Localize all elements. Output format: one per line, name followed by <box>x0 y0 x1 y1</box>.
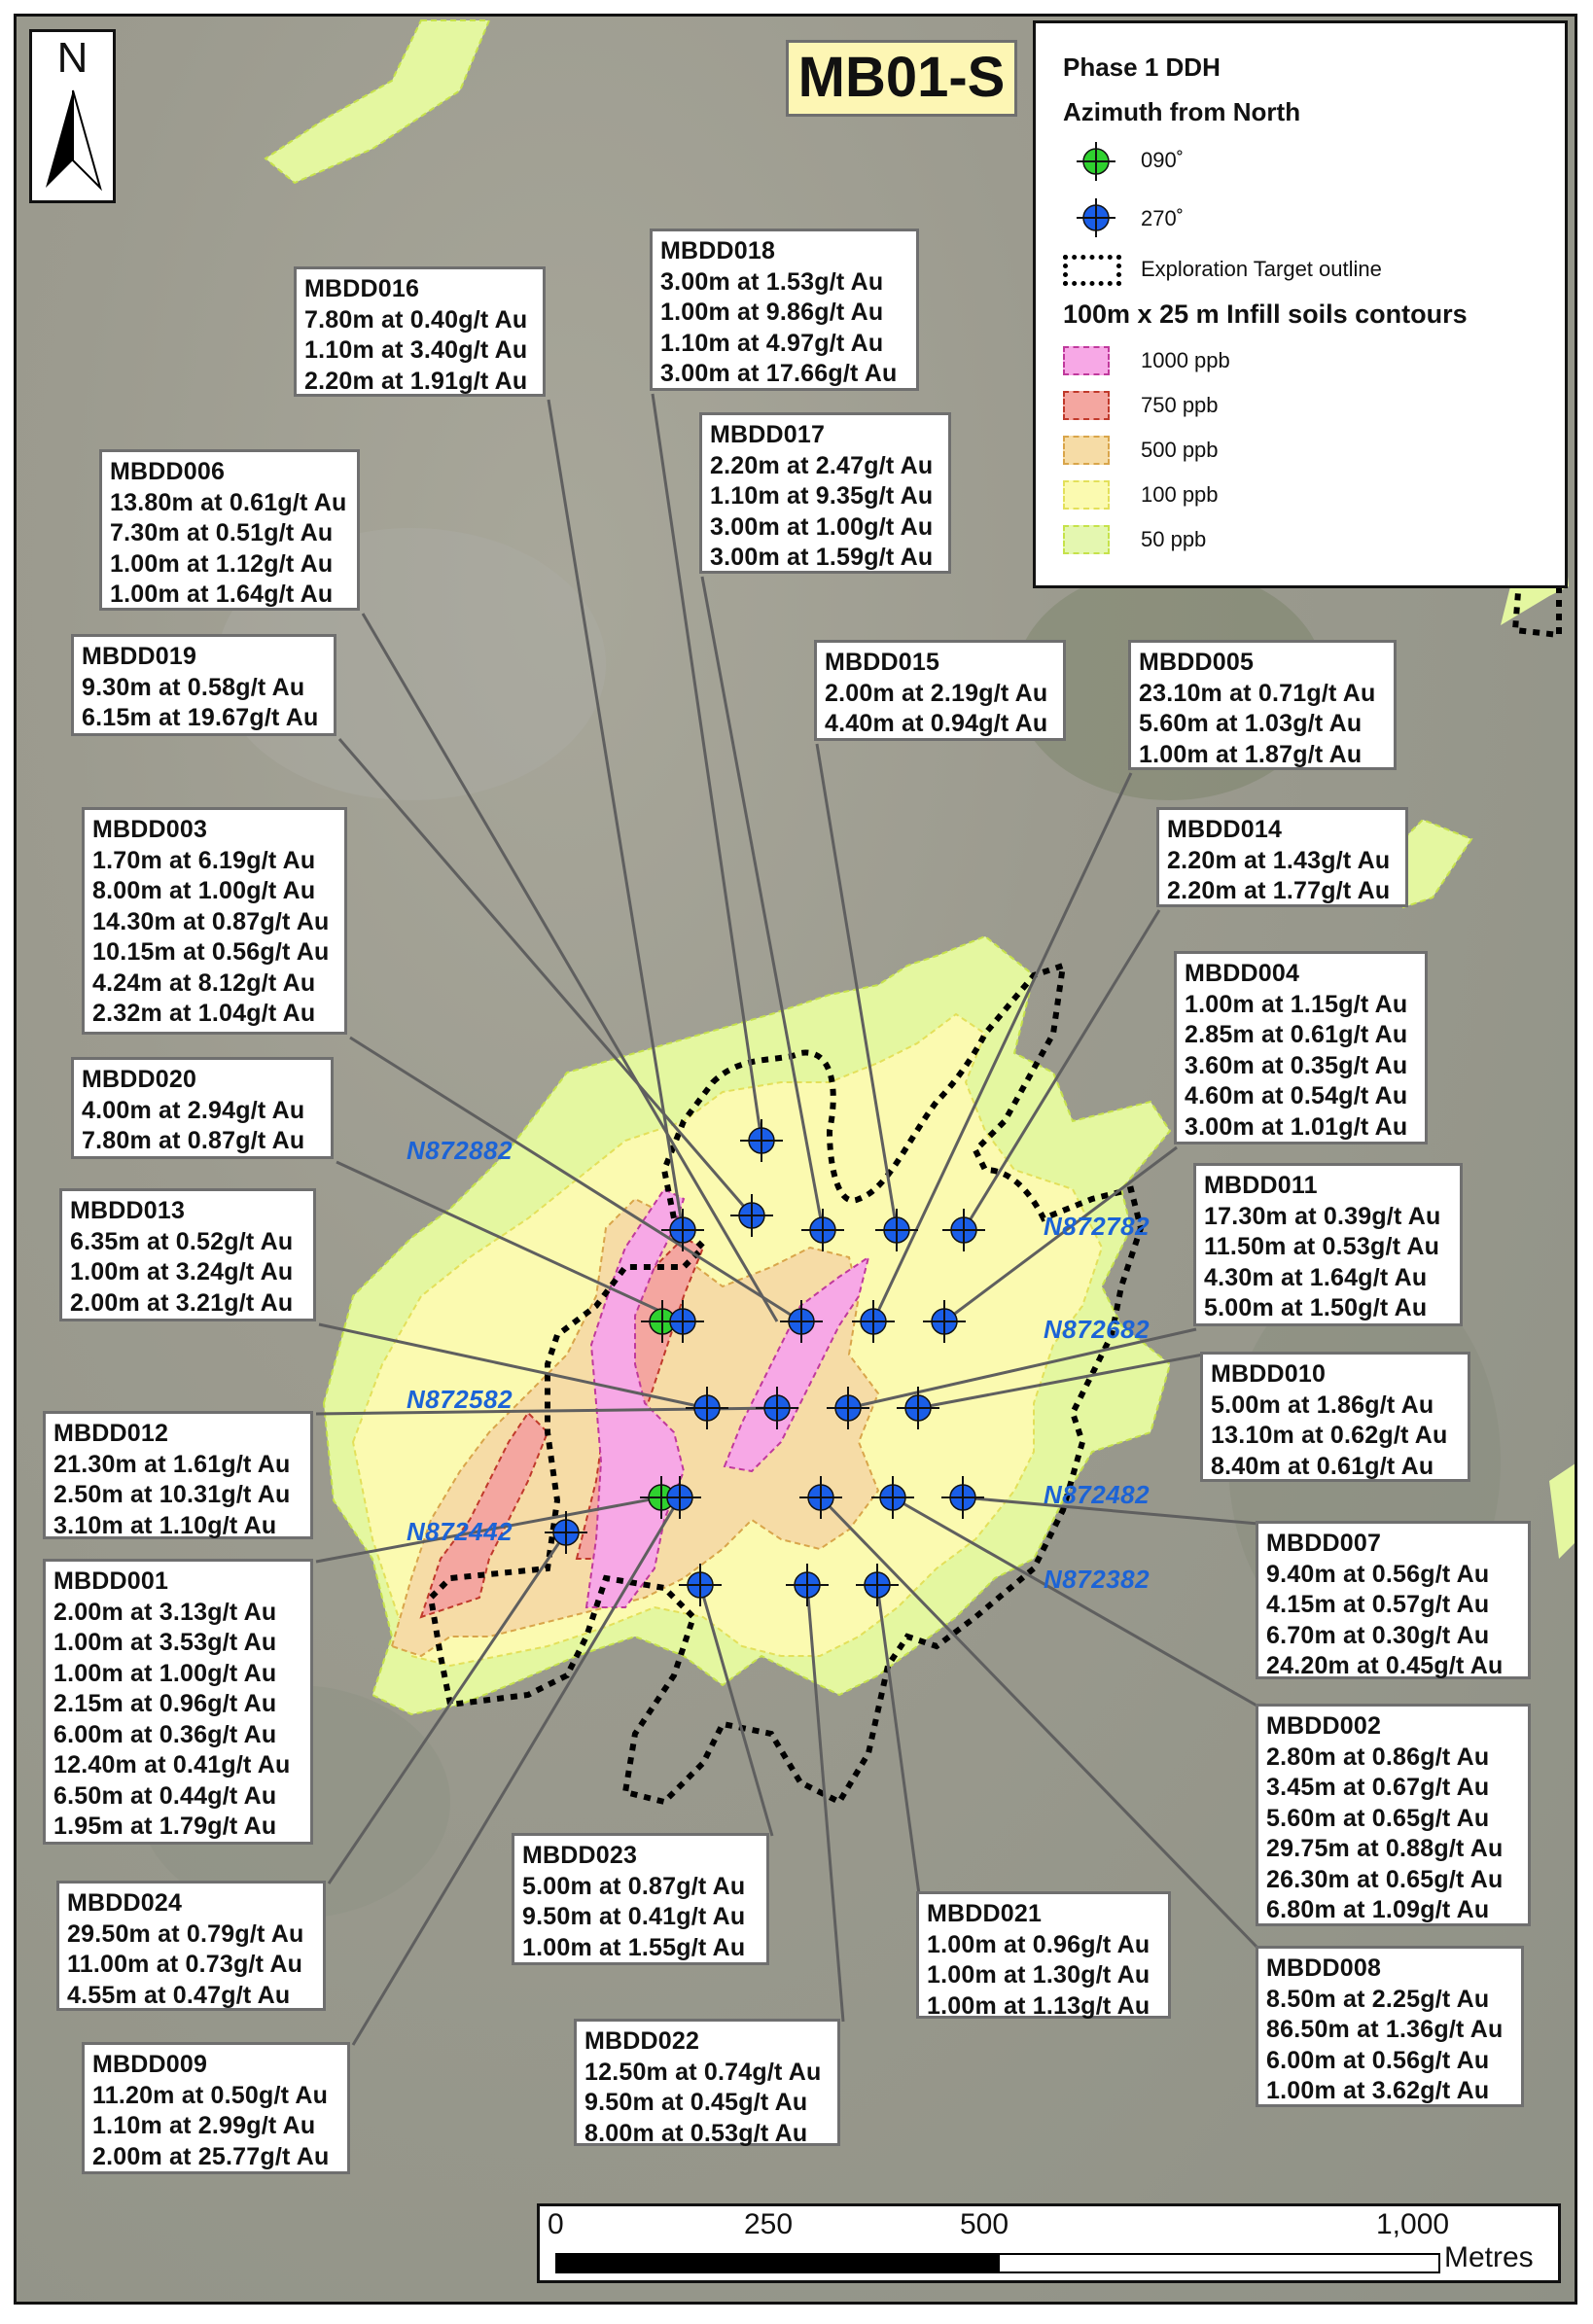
intercept-line: 1.00m at 1.64g/t Au <box>110 581 334 608</box>
intercept-line: 8.40m at 0.61g/t Au <box>1211 1452 1434 1480</box>
intercept-line: 6.35m at 0.52g/t Au <box>70 1227 294 1255</box>
intercept-line: 5.60m at 0.65g/t Au <box>1266 1804 1490 1832</box>
intercept-line: 6.00m at 0.56g/t Au <box>1266 2046 1490 2074</box>
hole-label-mbdd014 <box>1156 807 1408 907</box>
intercept-line: 1.00m at 0.96g/t Au <box>927 1930 1150 1958</box>
collar-270-icon <box>799 1476 842 1519</box>
intercept-line: 3.00m at 17.66g/t Au <box>660 360 898 387</box>
hole-label-mbdd013 <box>59 1188 316 1321</box>
intercept-line: 13.10m at 0.62g/t Au <box>1211 1422 1448 1449</box>
intercept-line: 1.00m at 1.30g/t Au <box>927 1961 1150 1989</box>
outline-swatch-icon <box>1063 255 1121 286</box>
intercept-line: 2.85m at 0.61g/t Au <box>1185 1021 1408 1048</box>
hole-id: MBDD009 <box>92 2051 208 2078</box>
hole-label-mbdd023 <box>512 1833 769 1965</box>
hole-id: MBDD010 <box>1211 1360 1327 1388</box>
intercept-line: 2.15m at 0.96g/t Au <box>53 1690 277 1717</box>
intercept-line: 23.10m at 0.71g/t Au <box>1139 679 1376 707</box>
northing-label: N872882 <box>407 1136 513 1165</box>
north-arrow <box>29 29 116 203</box>
hole-label-mbdd010 <box>1200 1352 1470 1482</box>
intercept-line: 24.20m at 0.45g/t Au <box>1266 1652 1504 1679</box>
hole-id: MBDD018 <box>660 237 776 264</box>
intercept-line: 1.00m at 3.62g/t Au <box>1266 2077 1490 2104</box>
legend-contours-heading: 100m x 25 m Infill soils contours <box>1063 299 1468 329</box>
scale-bar <box>537 2203 1561 2283</box>
intercept-line: 9.40m at 0.56g/t Au <box>1266 1560 1490 1588</box>
intercept-line: 14.30m at 0.87g/t Au <box>92 907 330 935</box>
hole-label-mbdd020 <box>71 1057 334 1159</box>
intercept-line: 9.30m at 0.58g/t Au <box>82 673 305 701</box>
hole-id: MBDD021 <box>927 1900 1043 1927</box>
swatch-500ppb <box>1063 436 1110 465</box>
hole-label-mbdd003 <box>82 807 347 1035</box>
intercept-line: 11.20m at 0.50g/t Au <box>92 2081 329 2109</box>
hole-label-mbdd019 <box>71 634 336 736</box>
hole-id: MBDD017 <box>710 421 826 448</box>
intercept-line: 12.40m at 0.41g/t Au <box>53 1751 291 1778</box>
intercept-line: 2.00m at 25.77g/t Au <box>92 2142 330 2170</box>
hole-label-mbdd002 <box>1256 1704 1531 1926</box>
intercept-line: 3.45m at 0.67g/t Au <box>1266 1774 1490 1801</box>
intercept-line: 9.50m at 0.41g/t Au <box>522 1903 746 1930</box>
map-title: MB01-S <box>786 40 1017 117</box>
intercept-line: 7.30m at 0.51g/t Au <box>110 519 334 546</box>
intercept-line: 4.00m at 2.94g/t Au <box>82 1096 305 1124</box>
intercept-line: 8.50m at 2.25g/t Au <box>1266 1985 1490 2013</box>
northing-label: N872782 <box>1044 1212 1150 1241</box>
intercept-line: 4.15m at 0.57g/t Au <box>1266 1591 1490 1618</box>
intercept-line: 11.50m at 0.53g/t Au <box>1204 1233 1440 1260</box>
intercept-line: 4.30m at 1.64g/t Au <box>1204 1263 1428 1291</box>
swatch-750ppb <box>1063 391 1110 420</box>
northing-label: N872682 <box>1044 1315 1150 1344</box>
intercept-line: 1.00m at 3.53g/t Au <box>53 1629 277 1656</box>
intercept-line: 8.00m at 0.53g/t Au <box>584 2119 808 2147</box>
legend-contour-1000: 1000 ppb <box>1141 348 1230 372</box>
hole-id: MBDD013 <box>70 1197 186 1224</box>
collar-270-icon <box>545 1511 587 1554</box>
intercept-line: 1.10m at 4.97g/t Au <box>660 329 884 357</box>
intercept-line: 2.00m at 2.19g/t Au <box>825 679 1048 707</box>
legend-azimuth-090: 090˚ <box>1141 148 1185 172</box>
intercept-line: 5.00m at 1.86g/t Au <box>1211 1391 1434 1419</box>
intercept-line: 5.00m at 1.50g/t Au <box>1204 1294 1428 1321</box>
intercept-line: 29.75m at 0.88g/t Au <box>1266 1835 1504 1862</box>
collar-270-icon <box>686 1387 728 1429</box>
collar-270-icon <box>1075 196 1117 239</box>
intercept-line: 6.50m at 0.44g/t Au <box>53 1781 277 1810</box>
hole-id: MBDD015 <box>825 649 940 676</box>
intercept-line: 6.70m at 0.30g/t Au <box>1266 1621 1490 1649</box>
intercept-line: 2.20m at 2.47g/t Au <box>710 451 934 479</box>
intercept-line: 7.80m at 0.40g/t Au <box>304 305 528 334</box>
hole-label-mbdd005 <box>1128 640 1397 770</box>
intercept-line: 3.10m at 1.10g/t Au <box>53 1511 277 1539</box>
scale-units: Metres <box>1444 2241 1534 2273</box>
intercept-line: 21.30m at 1.61g/t Au <box>53 1450 291 1478</box>
hole-id: MBDD003 <box>92 816 208 843</box>
intercept-line: 1.00m at 1.00g/t Au <box>53 1659 277 1687</box>
hole-label-mbdd006 <box>99 449 360 611</box>
intercept-line: 1.00m at 9.86g/t Au <box>660 299 884 326</box>
legend-contour-50: 50 ppb <box>1141 527 1207 551</box>
swatch-1000ppb <box>1063 346 1110 375</box>
intercept-line: 13.80m at 0.61g/t Au <box>110 488 347 516</box>
intercept-line: 2.50m at 10.31g/t Au <box>53 1481 291 1508</box>
intercept-line: 3.00m at 1.00g/t Au <box>710 512 934 541</box>
intercept-line: 3.60m at 0.35g/t Au <box>1185 1051 1408 1079</box>
hole-id: MBDD006 <box>110 458 226 485</box>
hole-label-mbdd015 <box>814 640 1066 741</box>
intercept-line: 4.24m at 8.12g/t Au <box>92 968 316 997</box>
intercept-line: 1.00m at 1.13g/t Au <box>927 1991 1150 2020</box>
intercept-line: 3.00m at 1.59g/t Au <box>710 544 934 571</box>
legend-contour-750: 750 ppb <box>1141 393 1219 417</box>
hole-label-mbdd024 <box>56 1881 326 2011</box>
intercept-line: 9.50m at 0.45g/t Au <box>584 2089 808 2116</box>
collar-270-icon <box>730 1194 773 1237</box>
hole-id: MBDD024 <box>67 1889 183 1917</box>
collar-270-icon <box>856 1564 899 1606</box>
intercept-line: 1.10m at 9.35g/t Au <box>710 482 934 510</box>
collar-270-icon <box>875 1209 918 1251</box>
hole-label-mbdd008 <box>1256 1946 1524 2107</box>
hole-id: MBDD012 <box>53 1420 169 1447</box>
intercept-line: 86.50m at 1.36g/t Au <box>1266 2016 1504 2043</box>
collar-270-icon <box>923 1300 966 1343</box>
hole-id: MBDD016 <box>304 275 420 302</box>
collar-090-icon <box>1075 140 1117 183</box>
hole-label-mbdd009 <box>82 2042 350 2174</box>
hole-id: MBDD022 <box>584 2027 700 2055</box>
hole-id: MBDD005 <box>1139 649 1255 676</box>
hole-id: MBDD020 <box>82 1066 197 1093</box>
collar-270-icon <box>679 1564 722 1606</box>
hole-label-mbdd004 <box>1174 951 1428 1144</box>
collar-270-icon <box>897 1387 939 1429</box>
collar-270-icon <box>661 1209 704 1251</box>
collar-270-icon <box>780 1300 823 1343</box>
intercept-line: 1.00m at 1.55g/t Au <box>522 1933 746 1961</box>
intercept-line: 2.20m at 1.77g/t Au <box>1167 877 1391 904</box>
legend-subheading: Azimuth from North <box>1063 97 1301 126</box>
legend <box>1033 20 1568 588</box>
scale-tick-500: 500 <box>960 2208 1009 2240</box>
hole-id: MBDD002 <box>1266 1712 1382 1740</box>
scale-tick-250: 250 <box>744 2208 794 2240</box>
hole-id: MBDD019 <box>82 643 197 670</box>
intercept-line: 5.60m at 1.03g/t Au <box>1139 710 1363 737</box>
intercept-line: 4.40m at 0.94g/t Au <box>825 710 1048 737</box>
legend-contour-500: 500 ppb <box>1141 438 1219 462</box>
collar-270-icon <box>756 1387 798 1429</box>
swatch-50ppb <box>1063 525 1110 554</box>
hole-id: MBDD011 <box>1204 1172 1318 1199</box>
intercept-line: 4.60m at 0.54g/t Au <box>1185 1082 1408 1109</box>
hole-label-mbdd022 <box>574 2019 840 2146</box>
legend-outline-label: Exploration Target outline <box>1141 257 1382 281</box>
hole-id: MBDD008 <box>1266 1954 1382 1982</box>
hole-label-mbdd016 <box>294 266 546 397</box>
collar-270-icon <box>661 1300 704 1343</box>
scale-bar-black-segment <box>555 2253 998 2273</box>
intercept-line: 29.50m at 0.79g/t Au <box>67 1919 304 1948</box>
intercept-line: 1.00m at 1.12g/t Au <box>110 549 334 578</box>
swatch-100ppb <box>1063 480 1110 510</box>
intercept-line: 1.00m at 1.87g/t Au <box>1139 740 1363 768</box>
intercept-line: 26.30m at 0.65g/t Au <box>1266 1865 1504 1893</box>
intercept-line: 17.30m at 0.39g/t Au <box>1204 1202 1441 1230</box>
intercept-line: 8.00m at 1.00g/t Au <box>92 877 316 904</box>
hole-label-mbdd021 <box>916 1891 1171 2019</box>
intercept-line: 11.00m at 0.73g/t Au <box>67 1951 303 1978</box>
northing-label: N872382 <box>1044 1565 1150 1594</box>
intercept-line: 3.00m at 1.53g/t Au <box>660 267 884 296</box>
hole-label-mbdd007 <box>1256 1521 1531 1679</box>
hole-label-mbdd018 <box>650 229 919 391</box>
hole-label-mbdd011 <box>1193 1163 1463 1326</box>
intercept-line: 4.55m at 0.47g/t Au <box>67 1981 291 2009</box>
northing-label: N872442 <box>407 1517 513 1546</box>
intercept-line: 1.10m at 2.99g/t Au <box>92 2112 316 2139</box>
intercept-line: 12.50m at 0.74g/t Au <box>584 2058 822 2086</box>
hole-label-mbdd012 <box>43 1411 313 1539</box>
collar-270-icon <box>942 1209 985 1251</box>
intercept-line: 6.00m at 0.36g/t Au <box>53 1720 277 1748</box>
hole-id: MBDD004 <box>1185 960 1300 987</box>
hole-label-mbdd017 <box>699 412 951 574</box>
intercept-line: 1.00m at 1.15g/t Au <box>1185 990 1408 1018</box>
intercept-line: 1.70m at 6.19g/t Au <box>92 846 316 874</box>
north-letter: N <box>56 34 88 82</box>
intercept-line: 3.00m at 1.01g/t Au <box>1185 1112 1408 1141</box>
hole-id: MBDD023 <box>522 1842 638 1869</box>
hole-id: MBDD001 <box>53 1567 169 1595</box>
intercept-line: 1.00m at 3.24g/t Au <box>70 1258 294 1285</box>
intercept-line: 2.00m at 3.13g/t Au <box>53 1598 277 1626</box>
intercept-line: 1.10m at 3.40g/t Au <box>304 336 528 364</box>
collar-270-icon <box>941 1476 984 1519</box>
collar-270-icon <box>871 1476 914 1519</box>
intercept-line: 7.80m at 0.87g/t Au <box>82 1127 305 1154</box>
intercept-line: 2.32m at 1.04g/t Au <box>92 1000 316 1027</box>
scale-tick-1000: 1,000 <box>1376 2208 1450 2240</box>
scale-bar-white-segment <box>998 2253 1440 2273</box>
collar-270-icon <box>852 1300 895 1343</box>
intercept-line: 6.15m at 19.67g/t Au <box>82 704 319 731</box>
hole-id: MBDD014 <box>1167 816 1283 843</box>
intercept-line: 1.95m at 1.79g/t Au <box>53 1813 277 1840</box>
intercept-line: 2.20m at 1.91g/t Au <box>304 367 528 395</box>
legend-heading: Phase 1 DDH <box>1063 53 1221 82</box>
collar-270-icon <box>786 1564 829 1606</box>
collar-270-icon <box>801 1209 844 1251</box>
intercept-line: 6.80m at 1.09g/t Au <box>1266 1896 1490 1923</box>
scale-tick-0: 0 <box>548 2208 564 2240</box>
intercept-line: 10.15m at 0.56g/t Au <box>92 938 330 966</box>
legend-contour-100: 100 ppb <box>1141 482 1219 507</box>
intercept-line: 5.00m at 0.87g/t Au <box>522 1872 746 1900</box>
intercept-line: 2.00m at 3.21g/t Au <box>70 1288 294 1317</box>
hole-id: MBDD007 <box>1266 1530 1382 1557</box>
northing-label: N872482 <box>1044 1480 1150 1509</box>
intercept-line: 2.20m at 1.43g/t Au <box>1167 846 1391 874</box>
collar-270-icon <box>740 1119 783 1162</box>
hole-label-mbdd001 <box>43 1559 313 1845</box>
intercept-line: 2.80m at 0.86g/t Au <box>1266 1743 1490 1771</box>
north-arrow-icon <box>32 32 113 200</box>
collar-270-icon <box>658 1476 701 1519</box>
collar-270-icon <box>827 1387 869 1429</box>
legend-azimuth-270: 270˚ <box>1141 206 1185 230</box>
northing-label: N872582 <box>407 1385 513 1414</box>
